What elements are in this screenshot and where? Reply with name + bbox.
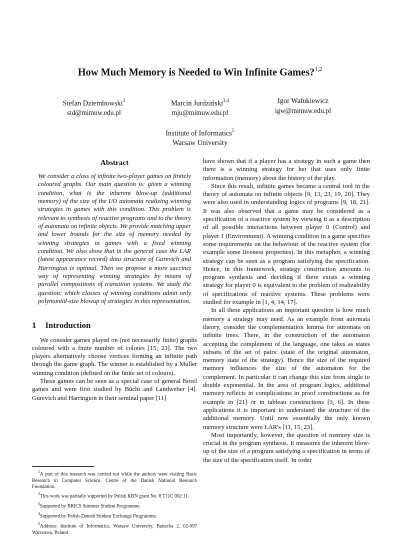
paper-title-text: How Much Memory is Needed to Win Infinite Games? <box>77 67 315 79</box>
author-1 <box>44 97 144 118</box>
author-email: igw@mimuw.edu.pl <box>274 107 332 115</box>
body-paragraph: These games can be seen as a special case of general Borel games and were first studied by Büchi and Landweber [4]. Gurevich and Harrington in their seminal paper [11] <box>32 377 197 402</box>
footnote-text: A part of this research was carried out while the authors were visiting Basic Research in Computer Science, Centre of the Danish National Research Foundation. <box>32 472 197 491</box>
footnote-text: This work was partially supported by Polish KBN grant No. 8 T11C 002 11. <box>39 495 190 500</box>
author-name: Marcin Jurdziński <box>170 99 224 108</box>
body-paragraph: Most importantly, however, the question of memory size is crucial in the program synthesis. It measures the inherent blow-up of the size of a program satisfying a specification in terms of the size of the specification itself. In order <box>203 431 370 464</box>
section-title: Introduction <box>45 320 91 330</box>
author-name: Stefan Dziembowski <box>62 99 123 108</box>
footnote-text: Address: Institute of Informatics, Warsaw University, Banacha 2, 02-097 Warszawa, Poland. <box>32 524 197 536</box>
footnote-mark: 4 <box>38 512 40 517</box>
university-name: Warsaw University <box>172 138 228 147</box>
body-paragraph: Since this result, infinite games became a central tool in the theory of automata on infinite objects [9, 13, 23, 19, 20]. They were also used in understanding logics of programs [9, 18, 21]. It was also observed that a game may be considered as a specification of a reactive system by viewing it as a description of all possible interactions between player 0 (Control) and player 1 (Environment). A winning condition in a game specifies some requirements on the behaviour of the reactive system (for example some liveness properties). In this metaphor, a winning strategy can be seen as a program satisfying the specification. Hence, in this framework, strategy construction amounts to program synthesis and deciding if there exists a winning strategy for player 0 is equivalent to the problem of realizability of specifications of reactive systems. These problems were studied for example in [1, 4, 14, 17]. <box>203 182 370 307</box>
left-column <box>32 158 197 403</box>
footnote <box>32 491 197 501</box>
footnote-mark: 3 <box>38 502 40 507</box>
section-heading <box>32 321 197 330</box>
section-number: 1 <box>32 320 37 330</box>
footnote <box>32 521 197 537</box>
institution-mark: 5 <box>231 129 235 134</box>
body-paragraph: In all these applications an important question is how much memory a strategy may need. As an example from automata theory, consider the complementation lemma for automata on infinite trees. There, in the construction of the automaton accepting the complement of the language, one takes as states subsets of the set of pairs: (state of the original automaton, memory state of the strategy). Hence the size of the required memory influences the size of the automaton for the complement. In particular it can change this size from single to double exponential. In the area of program logics, additional memory reflects in complications in proof constructions as for example in [21] or in tableau constructions [3, 6]. In these applications it is important to understand the structure of the additional memory. Until now essentially the only known memory structure were LAR's [11, 15, 23]. <box>203 307 370 431</box>
author-name: Igor Walukiewicz <box>277 97 329 105</box>
footnote-rule <box>32 466 94 467</box>
author-3 <box>253 97 353 116</box>
footnote <box>32 469 197 491</box>
affiliation <box>0 127 400 148</box>
abstract-text: We consider a class of infinite two-player games on finitely coloured graphs. Our main question is: given a winning condition, what is the inherent blow-up (additional memory) of the size of the I/O automata realizing winning strategies in games with this condition. This problem is relevant to synthesis of reactive programs and to the theory of automata on infinite objects. We provide matching upper and lower bounds for the size of memory needed by winning strategies in games with a fixed winning condition. We also show that in the general case the LAR (latest appearance record) data structure of Gurevich and Harrington is optimal. Then we propose a more succinct way of representing winning strategies by means of parallel compositions of transition systems. We study the question: which classes of winning conditions admit only polynomial-size blowup of strategies in this representation. <box>38 173 191 306</box>
institution-name: Institute of Informatics <box>165 129 232 138</box>
footnote-mark: 1 <box>38 470 40 474</box>
body-paragraph: We consider games played on (not necessarily finite) graphs coloured with a finite number of colours [15, 23]. The two players alternatively choose vertices forming an infinite path through the game graph. The winner is established by a Muller winning condition (defined on the finite set of colours). <box>32 336 197 377</box>
footnote <box>32 501 197 511</box>
paper-title <box>0 67 400 78</box>
author-email: mju@mimuw.edu.pl <box>171 109 229 117</box>
right-column <box>203 158 370 465</box>
body-paragraph: have shown that if a player has a strategy in such a game then there is a winning strategy for her that uses only finite information (memory) about the history of the play. <box>203 158 370 182</box>
footnote-mark: 2 <box>38 492 40 497</box>
footnote-mark: 5 <box>38 522 40 526</box>
abstract-heading: Abstract <box>100 158 129 167</box>
author-mark: 3,4 <box>223 99 230 104</box>
title-footnote-marks: 1,2 <box>314 67 323 73</box>
author-mark: 3 <box>122 99 126 104</box>
footnote <box>32 511 197 521</box>
footnote-text: Supported by Polish-Danish Student Exchange Programme. <box>39 514 157 520</box>
footnote-text: Supported by BRICS Summer Student Programme. <box>39 504 141 510</box>
author-email: std@mimuw.edu.pl <box>67 109 121 117</box>
author-2 <box>150 97 250 118</box>
footnotes <box>32 466 197 537</box>
